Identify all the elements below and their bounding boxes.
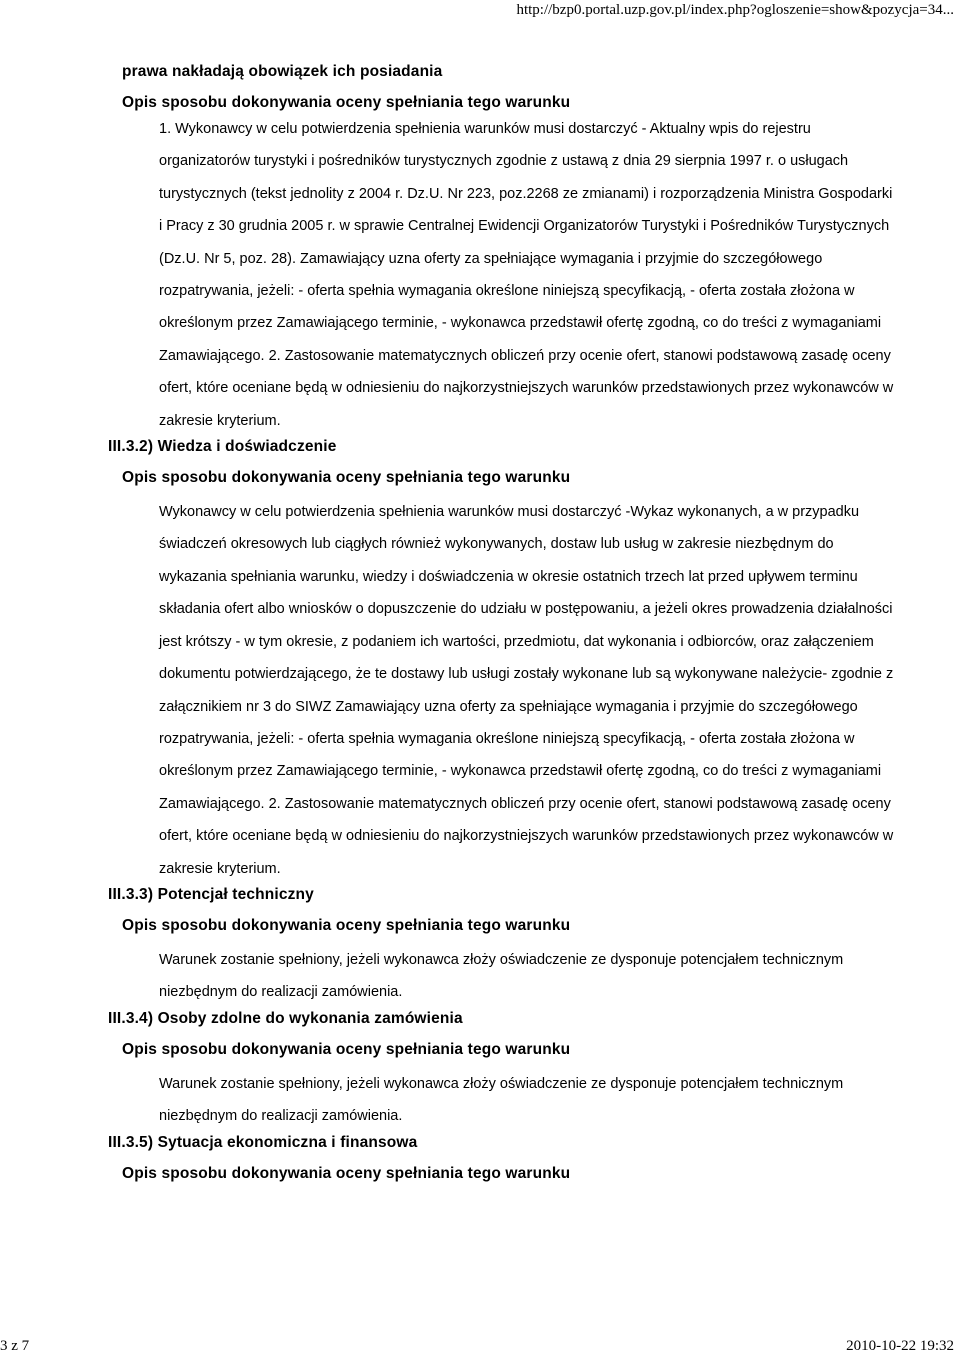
opis-label: Opis sposobu dokonywania oceny spełniania tego warunku — [122, 1040, 571, 1058]
block1-paragraph: 1. Wykonawcy w celu potwierdzenia spełnienia warunków musi dostarczyć - Aktualny wpis do rejestru organizatorów turystyki i pośredników turystycznych zgodnie z ustawą z dnia 29 sierpnia 1997 r. o usługach turystycznych (tekst jednolity z 2004 r. Dz.U. Nr 223, poz.2268 ze zmianami) i rozporządzenia Ministra Gospodarki i Pracy z 30 grudnia 2005 r. w sprawie Centralnej Ewidencji Organizatorów Turystyki i Pośredników Turystycznych (Dz.U. Nr 5, poz. 28). Zamawiający uzna oferty za spełniające wymagania i przyjmie do szczegółowego rozpatrywania, jeżeli: - oferta spełnia wymagania określone niniejszą specyfikacją, - oferta została złożona w określonym przez Zamawiającego terminie, - wykonawca przedstawił ofertę zgodną, co do treści z wymaganiami Zamawiającego. 2. Zastosowanie matematycznych obliczeń przy ocenie ofert, stanowi podstawową zasadę oceny ofert, które oceniane będą w odniesieniu do najkorzystniejszych warunków przedstawionych przez wykonawców w zakresie kryterium. — [159, 121, 894, 429]
block1-text — [159, 113, 894, 437]
section-sytuacja-title: III.3.5) Sytuacja ekonomiczna i finansowa — [108, 1133, 418, 1151]
section-potencjal-paragraph: Warunek zostanie spełniony, jeżeli wykonawca złoży oświadczenie ze dysponuje potencjałem technicznym niezbędnym do realizacji zamówienia. — [159, 951, 844, 1001]
document-content — [0, 62, 960, 1184]
section-potencjal-text — [159, 944, 894, 1009]
opis-label: Opis sposobu dokonywania oceny spełniania tego warunku — [122, 916, 571, 934]
opis-label: Opis sposobu dokonywania oceny spełniania tego warunku — [122, 1164, 571, 1182]
print-timestamp: 2010-10-22 19:32 — [846, 1338, 954, 1354]
section-osoby-title: III.3.4) Osoby zdolne do wykonania zamówienia — [108, 1009, 463, 1027]
section-wiedza-text — [159, 496, 894, 885]
page-number: 3 z 7 — [0, 1338, 30, 1354]
section-wiedza-paragraph: Wykonawcy w celu potwierdzenia spełnienia warunków musi dostarczyć -Wykaz wykonanych, a w przypadku świadczeń okresowych lub ciągłych również wykonywanych, dostaw lub usług w zakresie niezbędnym do wykazania spełniania warunku, wiedzy i doświadczenia w okresie ostatnich trzech lat przed upływem terminu składania ofert albo wniosków o dopuszczenie do udziału w postępowaniu, a jeżeli okres prowadzenia działalności jest krótszy - w tym okresie, z podaniem ich wartości, przedmiotu, dat wykonania i odbiorców, oraz załączeniem dokumentu potwierdzającego, że te dostawy lub usługi zostały wykonane lub są wykonywane należycie- zgodnie z załącznikiem nr 3 do SIWZ Zamawiający uzna oferty za spełniające wymagania i przyjmie do szczegółowego rozpatrywania, jeżeli: - oferta spełnia wymagania określone niniejszą specyfikacją, - oferta została złożona w określonym przez Zamawiającego terminie, - wykonawca przedstawił ofertę zgodną, co do treści z wymaganiami Zamawiającego. 2. Zastosowanie matematycznych obliczeń przy ocenie ofert, stanowi podstawową zasadę oceny ofert, które oceniane będą w odniesieniu do najkorzystniejszych warunków przedstawionych przez wykonawców w zakresie kryterium. — [159, 504, 894, 877]
section-osoby-text — [159, 1068, 894, 1133]
opis-label: Opis sposobu dokonywania oceny spełniania tego warunku — [122, 469, 571, 487]
section-potencjal-title: III.3.3) Potencjał techniczny — [108, 885, 314, 903]
top-heading: prawa nakładają obowiązek ich posiadania — [122, 63, 443, 80]
section-wiedza-title: III.3.2) Wiedza i doświadczenie — [108, 438, 337, 456]
page-url: http://bzp0.portal.uzp.gov.pl/index.php?ogloszenie=show&pozycja=34... — [516, 2, 954, 18]
opis-label: Opis sposobu dokonywania oceny spełniania tego warunku — [122, 94, 571, 111]
section-osoby-paragraph: Warunek zostanie spełniony, jeżeli wykonawca złoży oświadczenie ze dysponuje potencjałem technicznym niezbędnym do realizacji zamówienia. — [159, 1075, 844, 1125]
